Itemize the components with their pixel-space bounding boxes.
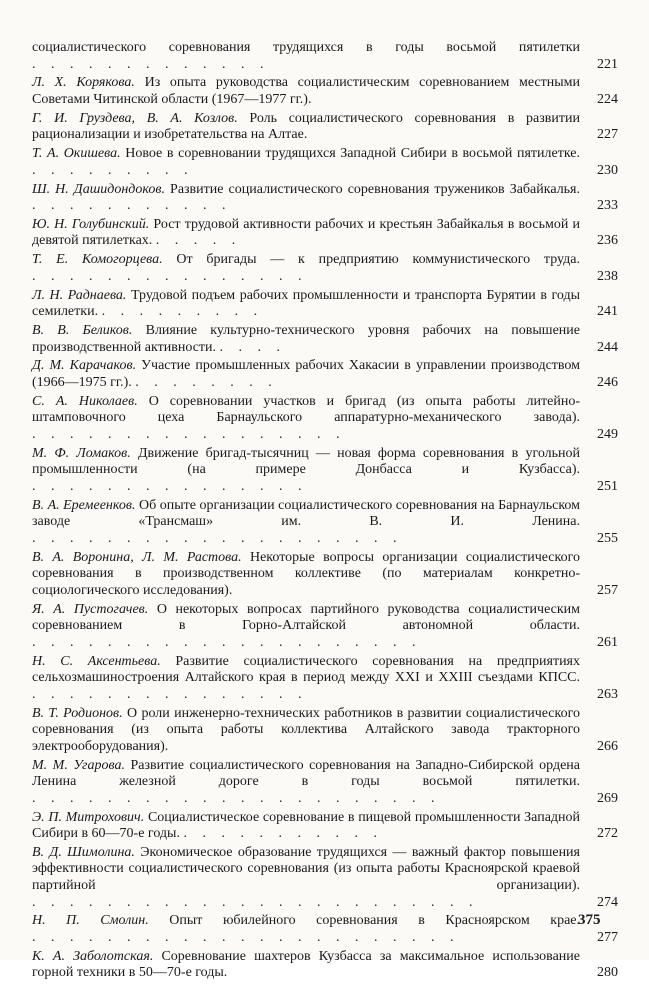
leader-dots: . . . . . . . . . . . . . . . . .	[32, 426, 346, 442]
toc-entry	[32, 75, 618, 108]
entry-author: М. М. Угарова.	[32, 757, 125, 773]
entry-author: К. А. Заболотская.	[32, 948, 154, 964]
entry-page: 251	[597, 478, 618, 494]
toc-entry	[32, 550, 618, 600]
entry-title: Новое в соревновании трудящихся Западной Сибири в восьмой пятилетке.	[125, 146, 581, 162]
entry-title: Роль социалистического соревнования в развитии рационализации и изобретательства на Алтае.	[32, 110, 581, 143]
entry-page: 227	[597, 127, 618, 143]
entry-title: Участие промышленных рабочих Хакасии в управлении производством (1966—1975 гг.).	[32, 358, 581, 390]
entry-page: 263	[597, 686, 618, 702]
leader-dots: . . . . . . . . . . . . . . . . . . . . .	[32, 634, 422, 650]
entry-page: 277	[597, 930, 618, 946]
leader-dots: . . . . . . . . . . . . . . . . . . . . . . . .	[32, 894, 479, 910]
leader-dots: . . . . . . . . . . . . . . . . . . . . . . .	[32, 930, 460, 946]
leader-dots: . . . . . . . . . . . . . . .	[32, 268, 308, 284]
entry-author: В. А. Еремеенков.	[32, 497, 136, 513]
entry-page: 272	[597, 826, 618, 842]
entry-author: Г. И. Груздева, В. А. Козлов.	[32, 110, 238, 126]
entry-author: Т. А. Окишева.	[32, 146, 121, 162]
entry-author: В. Т. Родионов.	[32, 705, 123, 721]
toc-entry	[32, 498, 618, 548]
leader-dots: . . . . . . . . . . . . . . .	[32, 686, 308, 702]
leader-dots: . . . . . . . . . . . . . . . . . . . .	[32, 530, 403, 546]
entry-page: 241	[597, 304, 618, 320]
entry-title: От бригады — к предприятию коммунистического труда.	[176, 252, 580, 268]
entry-page: 257	[597, 582, 618, 598]
toc-entry	[32, 845, 618, 911]
toc-entry	[32, 111, 618, 144]
entry-title: О некоторых вопросах партийного руководства социалистическим соревнованием в Горно-Алтайской автономной области.	[32, 601, 581, 634]
entry-page: 261	[597, 634, 618, 650]
entry-author: Л. Н. Раднаева.	[32, 287, 127, 303]
entry-author: Э. П. Митрохович.	[32, 809, 145, 825]
entry-page: 224	[597, 91, 618, 107]
toc-entry	[32, 146, 618, 179]
entry-author: Ю. Н. Голубинский.	[32, 216, 150, 232]
toc-entry	[32, 323, 618, 356]
entry-author: Н. С. Аксентьева.	[32, 653, 161, 669]
leader-dots: . . . . . . . . . . . . . . . . . . . . . .	[32, 790, 441, 806]
entry-page: 249	[597, 426, 618, 442]
toc-entry	[32, 913, 618, 946]
entry-page: 233	[597, 198, 618, 214]
toc-entry	[32, 758, 618, 808]
entry-author: Л. Х. Корякова.	[32, 75, 135, 91]
entry-author: С. А. Николаев.	[32, 393, 138, 409]
leader-dots: . . . . . . . . . . . . .	[32, 56, 270, 72]
entry-title: Социалистическое соревнование в пищевой промышленности Западной Сибири в 60—70-е годы.	[32, 809, 581, 842]
leader-dots: . . . . . . . . . . . . . . .	[32, 478, 308, 494]
entry-title: О соревновании участков и бригад (из опыта работы литейно-штамповочного цеха Барнаульского аппаратурно-механического завода).	[32, 393, 581, 426]
toc-entry	[32, 706, 618, 756]
toc-entry	[32, 358, 618, 391]
page-number: 375	[578, 912, 601, 928]
entry-page: 280	[597, 965, 618, 981]
entry-page: 246	[597, 374, 618, 390]
entry-author: Я. А. Пустогачев.	[32, 601, 149, 617]
entry-author: В. В. Беликов.	[32, 323, 133, 338]
entry-author: В. Д. Шимолина.	[32, 844, 135, 860]
leader-dots: . . . . . . . . .	[101, 304, 264, 320]
entry-title: Движение бригад-тысячниц — новая форма соревнования в угольной промышленности (на примере Донбасса и Кузбасса).	[32, 445, 581, 478]
toc-entry	[32, 446, 618, 496]
entry-title: Соревнование шахтеров Кузбасса за максимальное использование горной техники в 50—70-е годы.	[32, 948, 580, 981]
entry-title: Некоторые вопросы организации социалистического соревнования в производственном коллективе (по материалам конкретно-социологического исследования).	[32, 549, 581, 598]
toc-entry	[32, 217, 618, 250]
entry-title: Рост трудовой активности рабочих и крестьян Забайкалья в восьмой и девятой пятилетках.	[32, 216, 580, 249]
entry-author: Д. М. Карачаков.	[32, 358, 137, 374]
entry-title: Развитие социалистического соревнования тружеников Забайкалья.	[170, 181, 581, 197]
entry-title: Экономическое образование трудящихся — важный фактор повышения эффективности социалистического соревнования (из опыта работы Красноярской краевой партийной организации).	[32, 844, 580, 894]
entry-title: Влияние культурно-технического уровня рабочих на повышение производственной активности.	[32, 323, 580, 355]
entry-page: 274	[597, 894, 618, 910]
entry-author: М. Ф. Ломаков.	[32, 445, 131, 461]
toc-entry	[32, 949, 618, 982]
entry-page: 269	[597, 790, 618, 806]
entry-title: Опыт юбилейного соревнования в Красноярском крае.	[169, 913, 580, 929]
entry-page: 244	[597, 339, 618, 355]
toc-entry	[32, 602, 618, 652]
leader-dots: . . . . . . . . .	[32, 162, 194, 178]
entry-page: 230	[597, 162, 618, 178]
entry-author: Т. Е. Комогорцева.	[32, 252, 163, 268]
leader-dots: . . . . .	[155, 233, 242, 249]
leader-dots: . . . . . . . . . . .	[32, 198, 232, 214]
entry-title: О роли инженерно-технических работников в развитии социалистического соревнования (из опыта работы коллектива Алтайского завода тракторного электрооборудования).	[32, 705, 580, 754]
entry-title: социалистического соревнования трудящихся в годы восьмой пятилетки	[32, 40, 580, 55]
entry-page: 255	[597, 530, 618, 546]
entry-page: 221	[597, 56, 618, 72]
entry-title: Из опыта руководства социалистическим соревнованием местными Советами Читинской области (1967—1977 гг.).	[32, 75, 581, 107]
entry-title: Развитие социалистического соревнования на предприятиях сельхозмашиностроения Алтайского края в период между XXI и XXIII съездами КПСС.	[32, 653, 580, 686]
entry-author: Ш. Н. Дашидондоков.	[32, 181, 165, 197]
entry-author: В. А. Воронина, Л. М. Растова.	[32, 549, 242, 565]
entry-title: Трудовой подъем рабочих промышленности и транспорта Бурятии в годы семилетки.	[32, 287, 581, 320]
entry-author: Н. П. Смолин.	[32, 913, 149, 929]
toc-entry	[32, 252, 618, 285]
toc-entry	[32, 810, 618, 843]
toc-entry	[32, 654, 618, 704]
entry-page: 236	[597, 233, 618, 249]
toc-entry	[32, 40, 618, 73]
toc-entry	[32, 394, 618, 444]
leader-dots: . . . . . . . .	[135, 374, 278, 390]
entry-title: Об опыте организации социалистического соревнования на Барнаульском заводе «Трансмаш» им. В. И. Ленина.	[32, 497, 581, 530]
leader-dots: . . . .	[219, 339, 287, 355]
toc-entry	[32, 182, 618, 215]
entry-title: Развитие социалистического соревнования на Западно-Сибирской ордена Ленина железной дороге в годы восьмой пятилетки.	[32, 757, 580, 790]
entry-page: 238	[597, 268, 618, 284]
table-of-contents	[32, 40, 618, 984]
toc-entry	[32, 288, 618, 321]
entry-page: 266	[597, 738, 618, 754]
leader-dots: . . . . . . . . . . .	[183, 826, 383, 842]
